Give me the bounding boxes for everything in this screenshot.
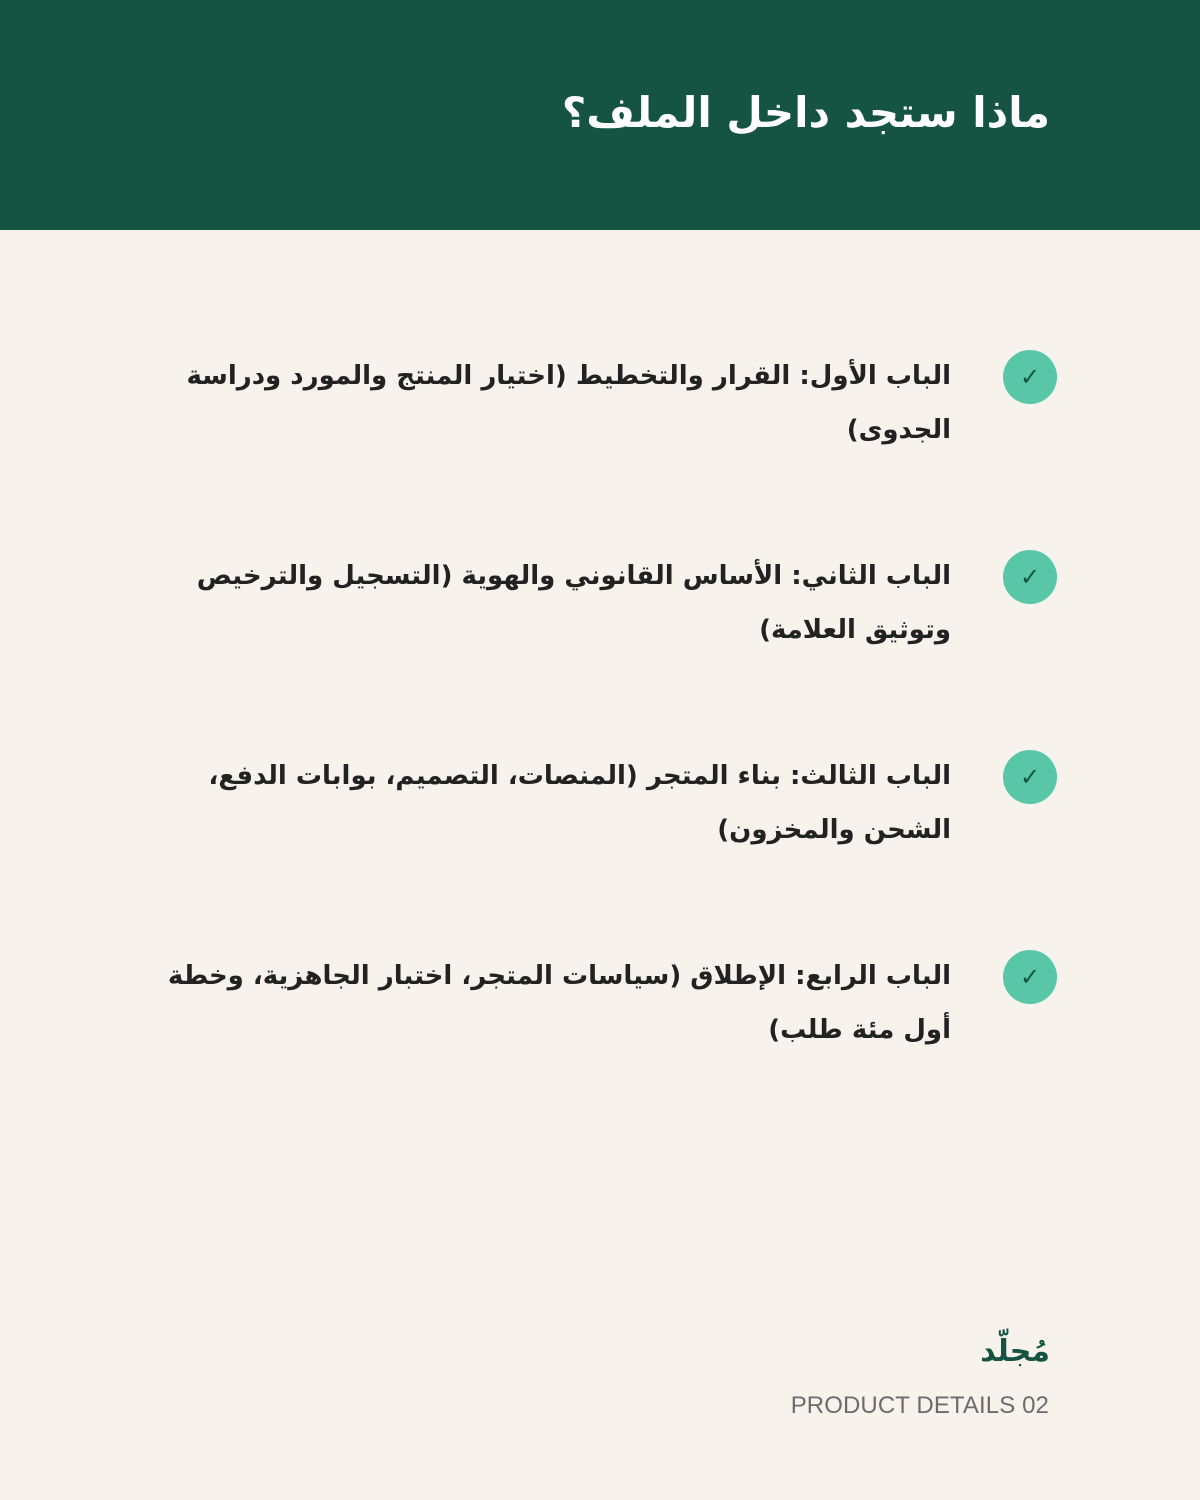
chapter-item-4 bbox=[137, 950, 1057, 1057]
check-icon: ✓ bbox=[1003, 550, 1057, 604]
page-title: ماذا ستجد داخل الملف؟ bbox=[561, 88, 1050, 137]
chapter-text-3: الباب الثالث: بناء المتجر (المنصات، التصميم، بوابات الدفع، الشحن والمخزون) bbox=[208, 761, 951, 845]
brand-name: مُجلّد bbox=[980, 1334, 1050, 1369]
check-icon: ✓ bbox=[1003, 350, 1057, 404]
chapter-text-2: الباب الثاني: الأساس القانوني والهوية (التسجيل والترخيص وتوثيق العلامة) bbox=[196, 561, 951, 645]
check-icon: ✓ bbox=[1003, 950, 1057, 1004]
chapter-item-1 bbox=[137, 350, 1057, 457]
check-icon: ✓ bbox=[1003, 750, 1057, 804]
chapter-text-1: الباب الأول: القرار والتخطيط (اختيار المنتج والمورد ودراسة الجدوى) bbox=[186, 361, 951, 445]
chapter-item-3 bbox=[137, 750, 1057, 857]
chapter-item-2 bbox=[137, 550, 1057, 657]
page-header bbox=[0, 0, 1200, 230]
product-details-label: PRODUCT DETAILS 02 bbox=[790, 1392, 1049, 1419]
chapter-text-4: الباب الرابع: الإطلاق (سياسات المتجر، اختبار الجاهزية، وخطة أول مئة طلب) bbox=[167, 961, 951, 1045]
